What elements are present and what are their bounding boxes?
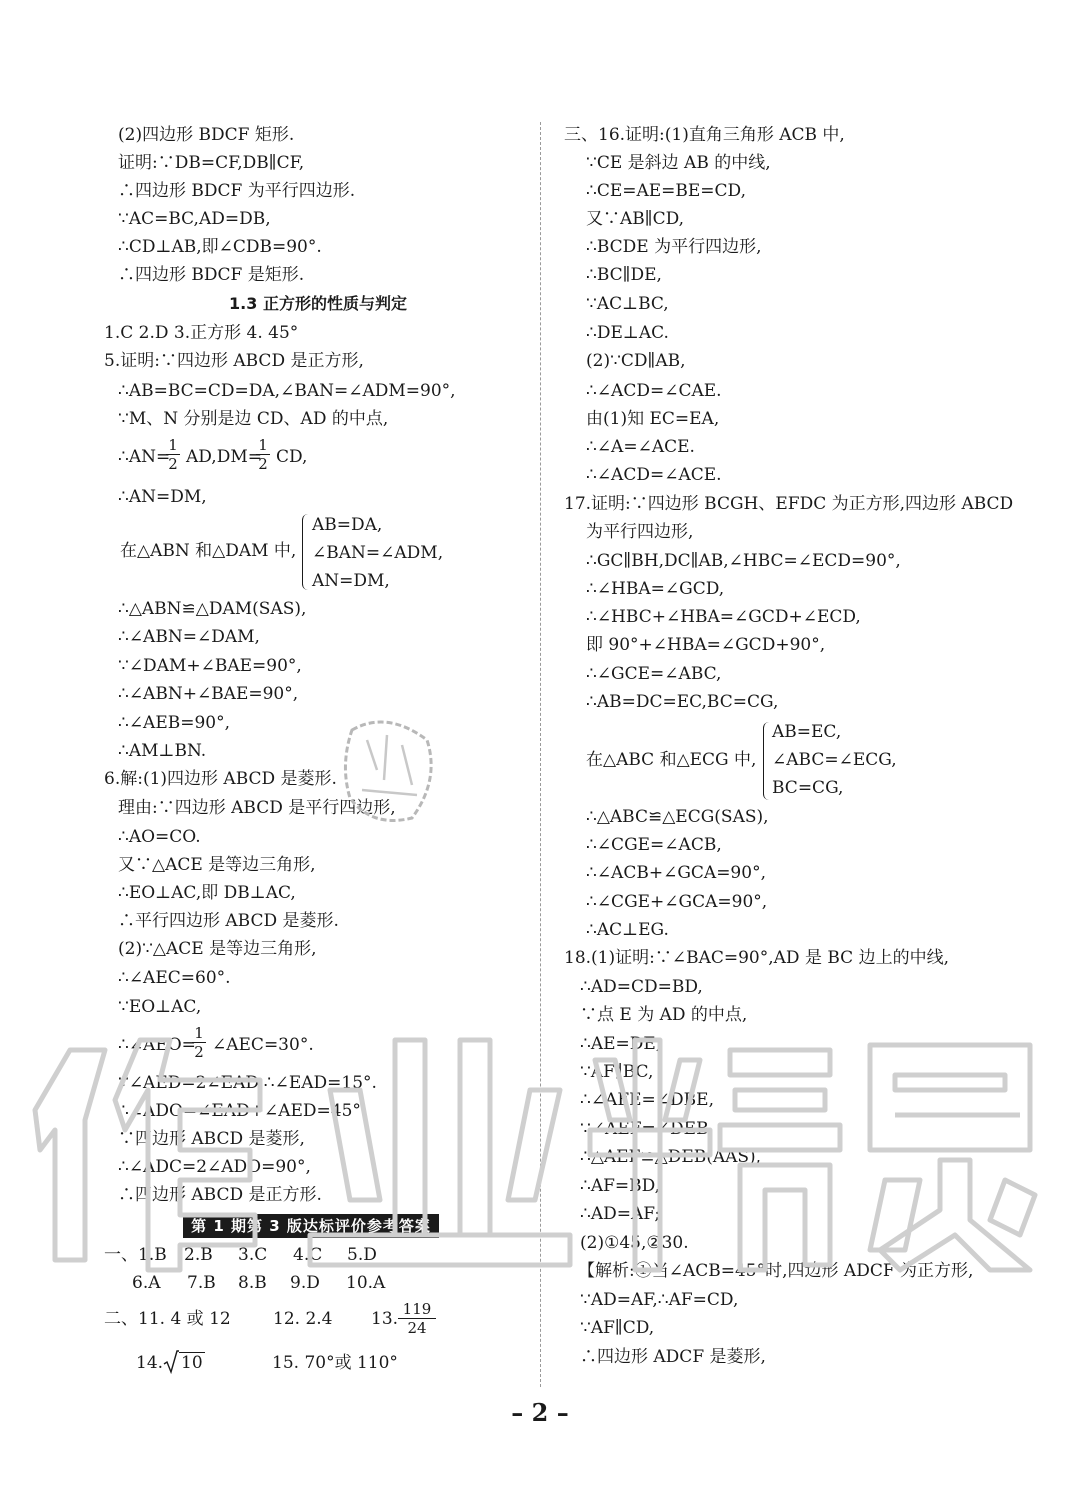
- fraction-denominator: 2: [258, 455, 268, 473]
- text-line: ∠AEC=30°.: [212, 1035, 314, 1055]
- text-line: ∴∠CGE=∠ACB,: [586, 835, 722, 855]
- fraction: [398, 1300, 436, 1337]
- brace: [302, 514, 309, 590]
- text-line: ∴CE=AE=BE=CD,: [586, 181, 746, 201]
- text-line: (2)∵△ACE 是等边三角形,: [118, 939, 317, 959]
- brace: [763, 722, 770, 800]
- text-line: ∵∠DAM+∠BAE=90°,: [118, 656, 302, 676]
- text-line: ∴AO=CO.: [118, 827, 201, 847]
- text-line: 5.证明:∵四边形 ABCD 是正方形,: [104, 351, 364, 371]
- text-line: 在△ABN 和△DAM 中,: [120, 541, 297, 561]
- text-line: ∴∠ADC=2∠ADO=90°,: [118, 1157, 311, 1177]
- fraction-denominator: 24: [407, 1319, 427, 1337]
- text-line: ∴∠AFE=∠DBE,: [580, 1090, 714, 1110]
- answer-item: 6.A: [132, 1273, 161, 1293]
- text-line: ∵M、N 分别是边 CD、AD 的中点,: [118, 409, 389, 429]
- fraction: [192, 1024, 206, 1061]
- section-title: 1.3 正方形的性质与判定: [229, 294, 407, 313]
- text-line: (2)∵CD∥AB,: [586, 351, 686, 371]
- text-line: ∠ABC=∠ECG,: [772, 750, 897, 770]
- text-line: (2)四边形 BDCF 矩形.: [118, 125, 295, 145]
- answer-item: 13.: [371, 1309, 399, 1329]
- text-line: ∴△AEF≌△DEB(AAS),: [580, 1147, 762, 1167]
- text-line: ∴AC⊥EG.: [586, 920, 669, 940]
- text-line: ∴BCDE 为平行四边形,: [586, 237, 762, 257]
- column-divider: [540, 122, 541, 1387]
- text-line: ∴∠A=∠ACE.: [586, 437, 695, 457]
- text-line: ∵∠AEF=∠DEB,: [580, 1119, 714, 1139]
- text-line: ∴∠ACB+∠GCA=90°,: [586, 863, 766, 883]
- text-line: ∵AD=AF,∴AF=CD,: [580, 1290, 739, 1310]
- text-line: ∴∠CGE+∠GCA=90°,: [586, 892, 768, 912]
- answer-item: 10.A: [346, 1273, 386, 1293]
- text-line: ∴AB=DC=EC,BC=CG,: [586, 692, 779, 712]
- answer-item: 2.B: [184, 1245, 213, 1265]
- text-line: ∠BAN=∠ADM,: [312, 543, 444, 563]
- page-number: – 2 –: [511, 1398, 569, 1427]
- text-line: ∵点 E 为 AD 的中点,: [580, 1005, 748, 1025]
- text-line: ∵CE 是斜边 AB 的中线,: [586, 153, 771, 173]
- answer-line: 1.C 2.D 3.正方形 4. 45°: [104, 323, 299, 343]
- text-line: 即 90°+∠HBA=∠GCD+90°,: [586, 635, 826, 655]
- text-line: ∴∠GCE=∠ABC,: [586, 664, 722, 684]
- text-line: ∴AD=CD=BD,: [580, 977, 703, 997]
- answer-banner: 第 1 期第 3 版达标评价参考答案: [183, 1214, 439, 1238]
- answer-item: 3.C: [238, 1245, 268, 1265]
- text-line: 在△ABC 和△ECG 中,: [586, 750, 757, 770]
- text-line: 6.解:(1)四边形 ABCD 是菱形.: [104, 769, 337, 789]
- text-line: ∴AN=DM,: [118, 487, 207, 507]
- text-line: ∵∠AED=2∠EAD,∴∠EAD=15°.: [118, 1073, 377, 1093]
- text-line: ∴CD⊥AB,即∠CDB=90°.: [118, 237, 322, 257]
- text-line: ∴∠ABN+∠BAE=90°,: [118, 684, 299, 704]
- answer-item: 14.: [136, 1353, 164, 1373]
- text-line: AD,DM=: [186, 447, 262, 467]
- fraction-numerator: 1: [166, 436, 180, 455]
- text-line: ∴GC∥BH,DC∥AB,∠HBC=∠ECD=90°,: [586, 551, 901, 571]
- text-line: 17.证明:∵四边形 BCGH、EFDC 为正方形,四边形 ABCD: [564, 494, 1014, 514]
- text-line: CD,: [276, 447, 308, 467]
- text-line: ∴∠HBC+∠HBA=∠GCD+∠ECD,: [586, 607, 861, 627]
- answer-item: 8.B: [238, 1273, 267, 1293]
- text-line: (2)①45,②30.: [580, 1233, 689, 1253]
- text-line: 【解析:①当∠ACB=45°时,四边形 ADCF 为正方形,: [578, 1261, 974, 1281]
- text-line: ∴AN=: [118, 447, 171, 467]
- text-line: ∴∠ACD=∠CAE.: [586, 381, 722, 401]
- text-line: ∴∠ACD=∠ACE.: [586, 465, 722, 485]
- text-line: ∴AM⊥BN.: [118, 741, 207, 761]
- text-line: AN=DM,: [312, 571, 390, 591]
- text-line: ∵AC⊥BC,: [586, 294, 669, 314]
- sqrt-symbol: [163, 1350, 179, 1374]
- answer-item: 5.D: [347, 1245, 377, 1265]
- text-line: ∵AC=BC,AD=DB,: [118, 209, 271, 229]
- sqrt-radicand: 10: [181, 1353, 203, 1373]
- text-line: 为平行四边形,: [586, 522, 694, 542]
- text-line: 又∵AB∥CD,: [586, 209, 685, 229]
- fraction-numerator: 119: [398, 1300, 436, 1319]
- text-line: 由(1)知 EC=EA,: [586, 409, 720, 429]
- answer-item: 7.B: [187, 1273, 216, 1293]
- answer-item: 一、1.B: [104, 1245, 167, 1265]
- text-line: ∴AB=BC=CD=DA,∠BAN=∠ADM=90°,: [118, 381, 456, 401]
- text-line: AB=DA,: [312, 515, 383, 535]
- text-line: ∴EO⊥AC,即 DB⊥AC,: [118, 883, 296, 903]
- text-line: ∵四边形 ABCD 是菱形,: [118, 1129, 305, 1149]
- text-line: 又∵△ACE 是等边三角形,: [118, 855, 316, 875]
- text-line: ∴四边形 ABCD 是正方形.: [118, 1185, 322, 1205]
- fraction-denominator: 2: [168, 455, 178, 473]
- answer-item: 9.D: [290, 1273, 320, 1293]
- answer-item: 15. 70°或 110°: [272, 1353, 398, 1373]
- text-line: ∴四边形 BDCF 为平行四边形.: [118, 181, 356, 201]
- text-line: 18.(1)证明:∵∠BAC=90°,AD 是 BC 边上的中线,: [564, 948, 949, 968]
- stamp-logo: [332, 710, 442, 830]
- text-line: 证明:∵DB=CF,DB∥CF,: [118, 153, 305, 173]
- text-line: AB=EC,: [772, 722, 842, 742]
- text-line: 三、16.证明:(1)直角三角形 ACB 中,: [564, 125, 845, 145]
- text-line: ∵EO⊥AC,: [118, 997, 202, 1017]
- fraction-denominator: 2: [194, 1043, 204, 1061]
- text-line: ∴△ABC≌△ECG(SAS),: [586, 807, 769, 827]
- fraction: [166, 436, 180, 473]
- text-line: ∴平行四边形 ABCD 是菱形.: [118, 911, 339, 931]
- text-line: BC=CG,: [772, 778, 844, 798]
- text-line: ∴∠HBA=∠GCD,: [586, 579, 725, 599]
- fraction: [256, 436, 270, 473]
- text-line: ∵AF∥BC,: [580, 1062, 654, 1082]
- text-line: ∴四边形 ADCF 是菱形,: [580, 1347, 766, 1367]
- fraction-numerator: 1: [192, 1024, 206, 1043]
- text-line: ∴△ABN≌△DAM(SAS),: [118, 599, 307, 619]
- text-line: ∴∠ADO=∠EAD+∠AED=45°.: [118, 1101, 367, 1121]
- text-line: ∵AF∥CD,: [580, 1318, 655, 1338]
- answer-item: 12. 2.4: [273, 1309, 333, 1329]
- text-line: ∴∠AEC=60°.: [118, 968, 231, 988]
- text-line: ∴四边形 BDCF 是矩形.: [118, 265, 305, 285]
- text-line: ∴AF=BD,: [580, 1176, 661, 1196]
- answer-item: 4.C: [293, 1245, 323, 1265]
- text-line: 理由:∵四边形 ABCD 是平行四边形,: [118, 798, 396, 818]
- text-line: ∴∠AEO=: [118, 1035, 196, 1055]
- text-line: ∴AE=DE,: [580, 1034, 662, 1054]
- text-line: ∴BC∥DE,: [586, 265, 662, 285]
- text-line: ∴∠AEB=90°,: [118, 713, 231, 733]
- text-line: ∴∠ABN=∠DAM,: [118, 627, 260, 647]
- answer-item: 二、11. 4 或 12: [104, 1309, 231, 1329]
- text-line: ∴AD=AF;: [580, 1204, 661, 1224]
- fraction-numerator: 1: [256, 436, 270, 455]
- text-line: ∴DE⊥AC.: [586, 323, 669, 343]
